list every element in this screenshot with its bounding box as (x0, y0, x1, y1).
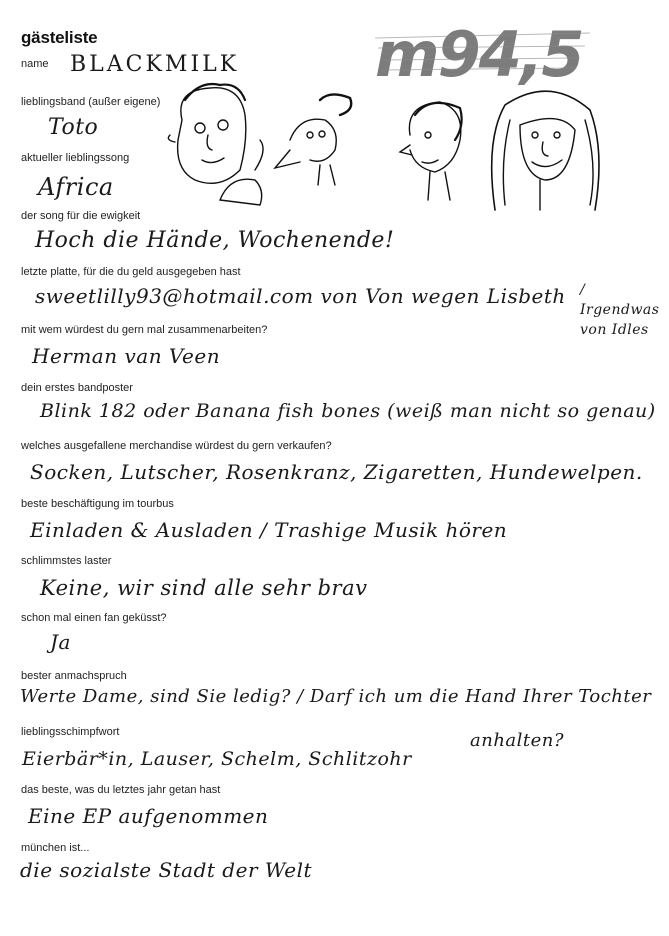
page-title: gästeliste (21, 28, 98, 47)
answer-anmachspruch-extra: anhalten? (470, 730, 565, 751)
field-label-muenchen: münchen ist... (21, 842, 90, 854)
answer-schimpfwort: Eierbär*in, Lauser, Schelm, Schlitzohr (22, 748, 412, 770)
field-label-schimpfwort: lieblingsschimpfwort (21, 726, 120, 738)
answer-zusammenarbeiten: Herman van Veen (32, 344, 221, 368)
face-2-icon (275, 94, 351, 185)
answer-song-ewigkeit: Hoch die Hände, Wochenende! (35, 228, 395, 253)
answer-tourbus: Einladen & Ausladen / Trashige Musik hören (30, 518, 508, 542)
answer-name: BLACKMILK (70, 52, 240, 77)
field-label-anmachspruch: bester anmachspruch (21, 670, 127, 682)
field-label-tourbus: beste beschäftigung im tourbus (21, 498, 174, 510)
answer-lieblingsband: Toto (48, 115, 99, 140)
field-label-zusammenarbeiten: mit wem würdest du gern mal zusammenarbeiten? (21, 324, 268, 336)
answer-letzte-platte: sweetlilly93@hotmail.com von Von wegen Lisbeth (35, 284, 566, 308)
field-label-lieblingssong: aktueller lieblingssong (21, 152, 130, 164)
answer-letzte-platte-extra: / Irgendwas von Idles (580, 282, 660, 338)
field-label-merchandise: welches ausgefallene merchandise würdest du gern verkaufen? (21, 440, 332, 452)
face-4-icon (492, 91, 599, 210)
answer-fan-gekuesst: Ja (50, 630, 71, 654)
answer-muenchen: die sozialste Stadt der Welt (20, 858, 313, 882)
face-3-icon (400, 102, 462, 200)
radio-logo-icon (370, 18, 600, 88)
field-label-bandposter: dein erstes bandposter (21, 382, 133, 394)
logo-text: m94,5 (375, 18, 583, 88)
answer-merchandise: Socken, Lutscher, Rosenkranz, Zigaretten, Hundewelpen. (30, 460, 643, 484)
answer-letztes-jahr: Eine EP aufgenommen (28, 804, 269, 828)
field-label-song-ewigkeit: der song für die ewigkeit (21, 210, 141, 222)
field-label-letzte-platte: letzte platte, für die du geld ausgegeben hast (21, 266, 241, 278)
field-label-letztes-jahr: das beste, was du letztes jahr getan hast (21, 784, 221, 796)
doodle-band-portraits-icon (160, 80, 610, 230)
answer-laster: Keine, wir sind alle sehr brav (40, 576, 368, 600)
face-1-icon (168, 84, 263, 205)
field-label-lieblingsband: lieblingsband (außer eigene) (21, 96, 161, 108)
answer-lieblingssong: Africa (38, 173, 114, 201)
answer-anmachspruch: Werte Dame, sind Sie ledig? / Darf ich um die Hand Ihrer Tochter (20, 686, 652, 707)
answer-bandposter: Blink 182 oder Banana fish bones (weiß man nicht so genau) (40, 400, 656, 422)
field-label-fan-gekuesst: schon mal einen fan geküsst? (21, 612, 167, 624)
field-label-laster: schlimmstes laster (21, 555, 112, 567)
field-label-name: name (21, 58, 49, 70)
